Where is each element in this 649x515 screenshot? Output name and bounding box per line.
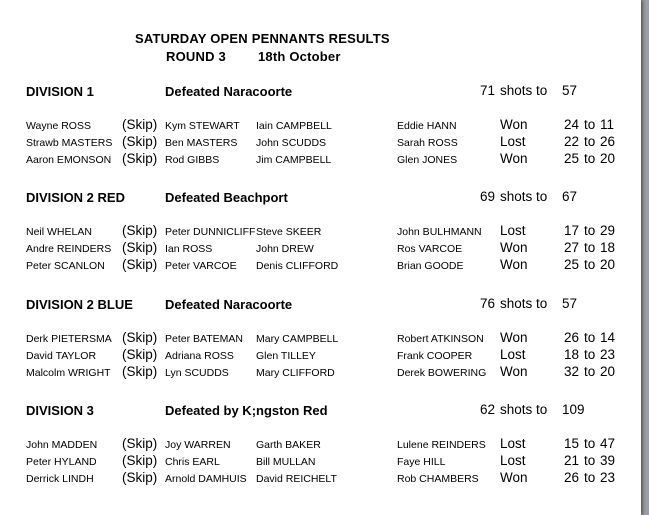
opponent-skip: Sarah ROSS xyxy=(397,137,458,149)
score-against: 29 xyxy=(600,223,616,238)
player-2: Joy WARREN xyxy=(165,439,231,451)
skip-label: (Skip) xyxy=(122,364,158,379)
match-outcome: Won xyxy=(500,470,528,485)
score-for: 32 xyxy=(564,364,580,379)
player-1: Aaron EMONSON xyxy=(26,154,112,166)
player-2: Chris EARL xyxy=(165,456,220,468)
document-title: SATURDAY OPEN PENNANTS RESULTS xyxy=(135,31,390,46)
match-outcome: Won xyxy=(500,330,528,345)
player-1: David TAYLOR xyxy=(26,350,97,362)
score-against: 20 xyxy=(600,151,616,166)
score-against: 11 xyxy=(600,117,615,132)
player-3: Glen TILLEY xyxy=(256,350,316,362)
score-to: to xyxy=(584,151,596,166)
player-1: Strawb MASTERS xyxy=(26,137,113,149)
division-result: Defeated Naracoorte xyxy=(165,297,293,312)
skip-label: (Skip) xyxy=(122,223,158,238)
match-outcome: Lost xyxy=(500,453,526,468)
score-to: to xyxy=(584,240,596,255)
score-against: 18 xyxy=(600,240,616,255)
score-to: to xyxy=(584,436,596,451)
player-1: Peter HYLAND xyxy=(26,456,97,468)
shots-word: shots to xyxy=(500,402,548,417)
player-2: Lyn SCUDDS xyxy=(165,367,229,379)
player-2: Rod GIBBS xyxy=(165,154,220,166)
match-outcome: Won xyxy=(500,151,528,166)
skip-label: (Skip) xyxy=(122,436,158,451)
score-for: 18 xyxy=(564,347,580,362)
player-2: Peter BATEMAN xyxy=(165,333,243,345)
score-to: to xyxy=(584,470,596,485)
skip-label: (Skip) xyxy=(122,470,158,485)
score-for: 25 xyxy=(564,257,580,272)
skip-label: (Skip) xyxy=(122,134,158,149)
match-outcome: Lost xyxy=(500,134,526,149)
player-3: Garth BAKER xyxy=(256,439,321,451)
shots-for: 71 xyxy=(480,83,496,98)
division-name: DIVISION 1 xyxy=(26,84,94,99)
opponent-skip: Brian GOODE xyxy=(397,260,464,272)
division-result: Defeated by K;ngston Red xyxy=(165,403,328,418)
score-against: 23 xyxy=(600,470,616,485)
score-to: to xyxy=(584,257,596,272)
shots-for: 62 xyxy=(480,402,496,417)
match-outcome: Won xyxy=(500,257,528,272)
score-against: 47 xyxy=(600,436,616,451)
score-for: 22 xyxy=(564,134,580,149)
score-to: to xyxy=(584,117,596,132)
player-1: Derrick LINDH xyxy=(26,473,94,485)
opponent-skip: Frank COOPER xyxy=(397,350,473,362)
player-3: John SCUDDS xyxy=(256,137,327,149)
player-3: Steve SKEER xyxy=(256,226,322,238)
skip-label: (Skip) xyxy=(122,240,158,255)
score-for: 17 xyxy=(564,223,580,238)
player-2: Ben MASTERS xyxy=(165,137,238,149)
shots-against: 57 xyxy=(562,83,578,98)
score-for: 25 xyxy=(564,151,580,166)
score-against: 20 xyxy=(600,364,616,379)
opponent-skip: Eddie HANN xyxy=(397,120,457,132)
score-against: 20 xyxy=(600,257,616,272)
match-outcome: Lost xyxy=(500,347,526,362)
round-date: 18th October xyxy=(258,49,341,64)
shots-word: shots to xyxy=(500,83,548,98)
opponent-skip: Lulene REINDERS xyxy=(397,439,486,451)
score-against: 39 xyxy=(600,453,616,468)
score-to: to xyxy=(584,347,596,362)
score-for: 24 xyxy=(564,117,580,132)
player-1: John MADDEN xyxy=(26,439,98,451)
score-to: to xyxy=(584,134,596,149)
opponent-skip: John BULHMANN xyxy=(397,226,482,238)
score-for: 21 xyxy=(564,453,580,468)
player-2: Adriana ROSS xyxy=(165,350,234,362)
player-2: Arnold DAMHUIS xyxy=(165,473,247,485)
opponent-skip: Faye HILL xyxy=(397,456,446,468)
score-against: 14 xyxy=(600,330,616,345)
player-3: Iain CAMPBELL xyxy=(256,120,332,132)
division-name: DIVISION 3 xyxy=(26,403,94,418)
player-3: Jim CAMPBELL xyxy=(256,154,332,166)
player-1: Wayne ROSS xyxy=(26,120,91,132)
opponent-skip: Rob CHAMBERS xyxy=(397,473,479,485)
skip-label: (Skip) xyxy=(122,330,158,345)
match-outcome: Lost xyxy=(500,223,526,238)
player-1: Andre REINDERS xyxy=(26,243,112,255)
player-2: Peter DUNNICLIFF xyxy=(165,226,256,238)
opponent-skip: Glen JONES xyxy=(397,154,458,166)
shots-against: 57 xyxy=(562,296,578,311)
skip-label: (Skip) xyxy=(122,257,158,272)
score-against: 26 xyxy=(600,134,616,149)
opponent-skip: Robert ATKINSON xyxy=(397,333,484,345)
player-1: Malcolm WRIGHT xyxy=(26,367,111,379)
division-name: DIVISION 2 RED xyxy=(26,190,125,205)
match-outcome: Lost xyxy=(500,436,526,451)
player-1: Peter SCANLON xyxy=(26,260,105,272)
player-3: John DREW xyxy=(256,243,314,255)
opponent-skip: Ros VARCOE xyxy=(397,243,463,255)
shots-against: 67 xyxy=(562,189,578,204)
player-3: Mary CAMPBELL xyxy=(256,333,339,345)
score-to: to xyxy=(584,453,596,468)
player-3: David REICHELT xyxy=(256,473,337,485)
player-3: Denis CLIFFORD xyxy=(256,260,339,272)
score-for: 26 xyxy=(564,470,580,485)
score-for: 27 xyxy=(564,240,580,255)
shots-against: 109 xyxy=(562,402,585,417)
division-result: Defeated Naracoorte xyxy=(165,84,293,99)
skip-label: (Skip) xyxy=(122,117,158,132)
player-2: Ian ROSS xyxy=(165,243,213,255)
player-2: Peter VARCOE xyxy=(165,260,237,272)
shots-word: shots to xyxy=(500,296,548,311)
player-3: Mary CLIFFORD xyxy=(256,367,335,379)
score-for: 15 xyxy=(564,436,580,451)
match-outcome: Won xyxy=(500,117,528,132)
division-name: DIVISION 2 BLUE xyxy=(26,297,133,312)
shots-for: 69 xyxy=(480,189,496,204)
player-1: Derk PIETERSMA xyxy=(26,333,112,345)
player-1: Neil WHELAN xyxy=(26,226,92,238)
opponent-skip: Derek BOWERING xyxy=(397,367,487,379)
skip-label: (Skip) xyxy=(122,151,158,166)
round-label: ROUND 3 xyxy=(166,49,226,64)
score-against: 23 xyxy=(600,347,616,362)
player-2: Kym STEWART xyxy=(165,120,240,132)
match-outcome: Won xyxy=(500,364,528,379)
skip-label: (Skip) xyxy=(122,453,158,468)
skip-label: (Skip) xyxy=(122,347,158,362)
match-outcome: Won xyxy=(500,240,528,255)
shots-for: 76 xyxy=(480,296,496,311)
player-3: Bill MULLAN xyxy=(256,456,316,468)
score-for: 26 xyxy=(564,330,580,345)
score-to: to xyxy=(584,223,596,238)
score-to: to xyxy=(584,330,596,345)
shots-word: shots to xyxy=(500,189,548,204)
score-to: to xyxy=(584,364,596,379)
division-result: Defeated Beachport xyxy=(165,190,288,205)
